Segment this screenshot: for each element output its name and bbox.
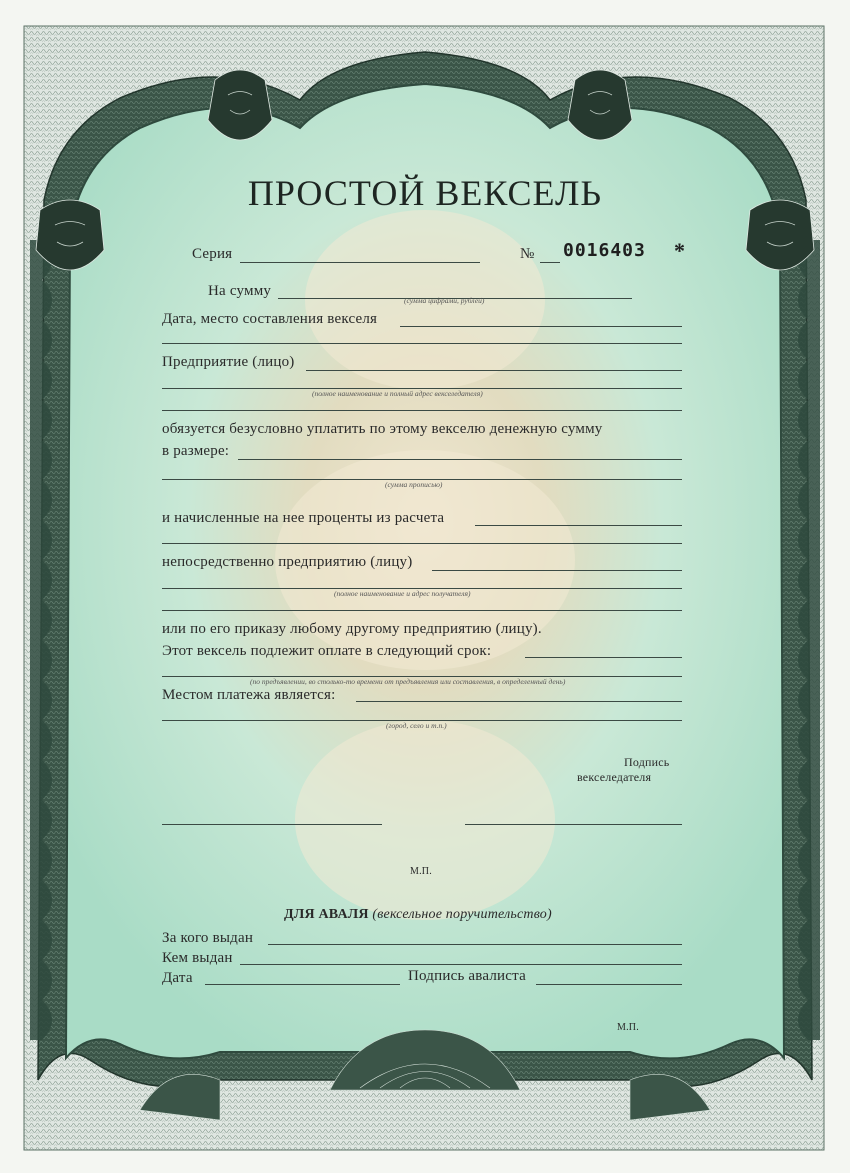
aval-heading [284, 907, 552, 923]
number-label: № [520, 246, 535, 262]
enterprise-hint: (полное наименование и полный адрес векселедателя) [312, 389, 483, 398]
by-whom-label: Кем выдан [162, 950, 233, 966]
document-title: ПРОСТОЙ ВЕКСЕЛЬ [247, 173, 603, 213]
place-hint: (город, село и т.п.) [386, 721, 447, 730]
amount-words-line [238, 459, 682, 460]
number-line [540, 262, 560, 263]
enterprise-line [306, 370, 682, 371]
seal-mark-1: М.П. [410, 866, 432, 877]
term-line [525, 657, 682, 658]
signature-line-left [162, 824, 382, 825]
document-number: 0016403 [563, 240, 646, 261]
term-label: Этот вексель подлежит оплате в следующий срок: [162, 643, 492, 659]
obligation-text-2: в размере: [162, 443, 230, 459]
amount-hint: (сумма цифрами, рублей) [404, 296, 485, 305]
aval-heading-bold: ДЛЯ АВАЛЯ [284, 907, 369, 922]
date-place-line [400, 326, 682, 327]
place-line [356, 701, 682, 702]
signature-line-right [465, 824, 682, 825]
date-place-line-2 [162, 343, 682, 344]
aval-date-line [205, 984, 400, 985]
by-whom-line [240, 964, 682, 965]
seal-mark-2: М.П. [617, 1022, 639, 1033]
number-mark: * [674, 238, 686, 263]
place-label: Местом платежа является: [162, 687, 336, 703]
enterprise-label: Предприятие (лицо) [162, 354, 295, 370]
aval-signature-label: Подпись авалиста [408, 968, 526, 984]
signature-label-2: векселедателя [577, 770, 652, 784]
aval-signature-line [536, 984, 682, 985]
term-hint: (по предъявлении, во столько-то времени от предъявления или составления, в определенный день) [250, 677, 566, 686]
payee-hint: (полное наименование и адрес получателя) [334, 589, 471, 598]
for-whom-line [268, 944, 682, 945]
aval-date-label: Дата [162, 970, 193, 986]
obligation-text-1: обязуется безусловно уплатить по этому векселю денежную сумму [162, 421, 603, 437]
series-line [240, 262, 480, 263]
aval-heading-note: (вексельное поручительство) [372, 907, 552, 922]
date-place-label: Дата, место составления векселя [162, 311, 378, 327]
series-label: Серия [192, 246, 233, 262]
interest-line-2 [162, 543, 682, 544]
amount-words-hint: (сумма прописью) [385, 480, 443, 489]
payee-line [432, 570, 682, 571]
for-whom-label: За кого выдан [162, 930, 254, 946]
signature-label-1: Подпись [624, 755, 670, 769]
interest-label: и начисленные на нее проценты из расчета [162, 510, 445, 526]
enterprise-line-3 [162, 410, 682, 411]
payee-line-3 [162, 610, 682, 611]
interest-line [475, 525, 682, 526]
payee-label: непосредственно предприятию (лицу) [162, 554, 413, 570]
amount-label: На сумму [208, 283, 272, 299]
order-text: или по его приказу любому другому предприятию (лицу). [162, 621, 542, 637]
